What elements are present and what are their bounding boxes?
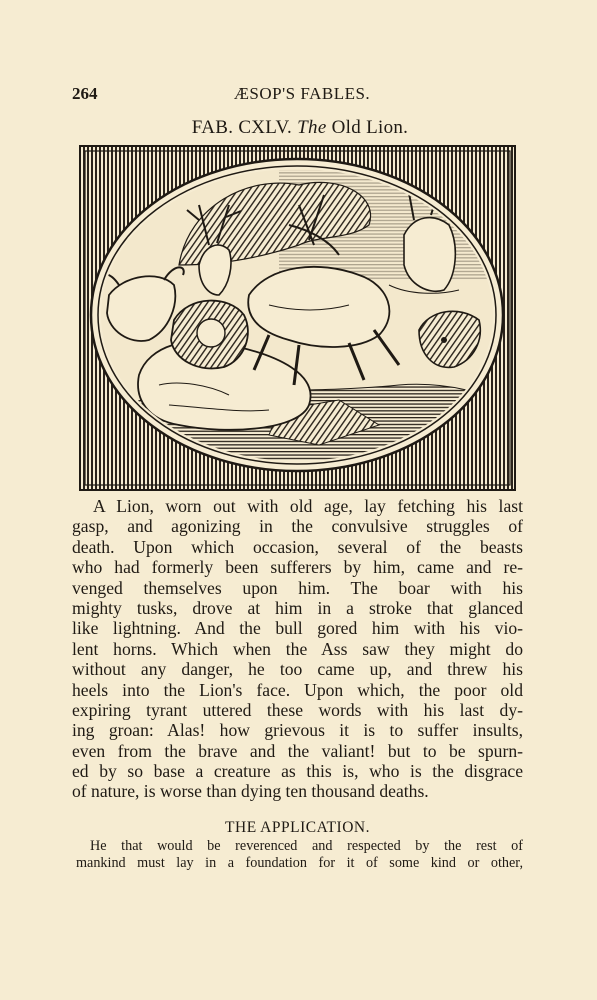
body-line: lent horns. Which when the Ass saw they might do: [72, 638, 523, 659]
application-line: He that would be reverenced and respected by the rest of: [90, 838, 523, 854]
body-line: without any danger, he too came up, and threw his: [72, 659, 523, 680]
fable-number: FAB. CXLV.: [191, 117, 293, 138]
body-line: mighty tusks, drove at him in a stroke that glanced: [72, 597, 523, 618]
body-line: death. Upon which occasion, several of the beasts: [72, 536, 523, 557]
woodcut-illustration: [79, 145, 516, 491]
application-heading: THE APPLICATION.: [225, 819, 370, 836]
body-line: A Lion, worn out with old age, lay fetching his last: [93, 496, 523, 516]
page-number: 264: [72, 84, 98, 103]
application-text: [76, 838, 523, 872]
body-line: venged themselves upon him. The boar with his: [72, 577, 523, 598]
body-line: even from the brave and the valiant! but to be spurn-: [72, 740, 523, 761]
running-title: ÆSOP'S FABLES.: [233, 84, 371, 103]
fable-title: [80, 117, 520, 139]
body-line: who had formerly been sufferers by him, came and re-: [72, 557, 523, 578]
body-line: of nature, is worse than dying ten thousand deaths.: [72, 781, 429, 802]
body-line: heels into the Lion's face. Upon which, the poor old: [72, 679, 523, 700]
body-line: like lightning. And the bull gored him with his vio-: [72, 618, 523, 639]
fable-body: [72, 496, 523, 802]
body-line: gasp, and agonizing in the convulsive struggles of: [72, 516, 523, 537]
fable-title-italic: The: [297, 117, 327, 138]
application-line: mankind must lay in a foundation for it of some kind or other,: [76, 855, 523, 871]
body-line: expiring tyrant uttered these words with his last dy-: [72, 699, 523, 720]
running-head: [72, 84, 532, 108]
fable-title-name: Old Lion.: [331, 117, 409, 138]
body-line: ed by so base a creature as this is, who is the disgrace: [72, 761, 523, 782]
woodcut-lion-beasts-icon: [79, 145, 516, 491]
body-line: ing groan: Alas! how grievous it is to suffer insults,: [72, 720, 523, 741]
